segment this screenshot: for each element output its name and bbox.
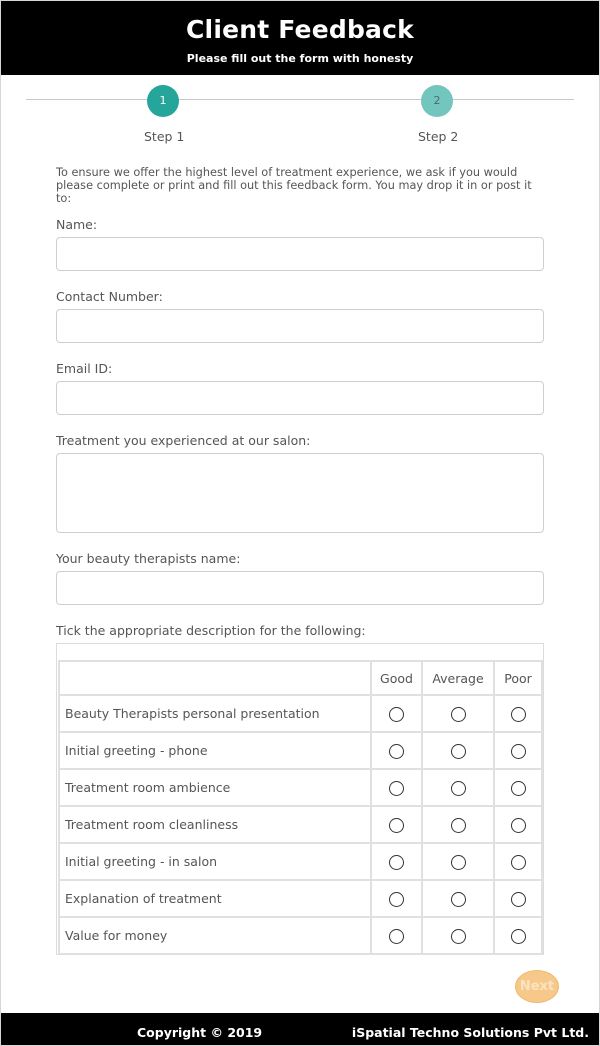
rating-header-row bbox=[59, 661, 542, 695]
radio-average[interactable] bbox=[451, 892, 466, 907]
radio-average[interactable] bbox=[451, 818, 466, 833]
rating-cell-good bbox=[371, 732, 422, 769]
rating-cell-average bbox=[422, 806, 494, 843]
rating-cell-poor bbox=[494, 880, 542, 917]
contact-number-input[interactable] bbox=[56, 309, 544, 343]
rating-table-container bbox=[56, 643, 544, 955]
radio-poor[interactable] bbox=[511, 744, 526, 759]
radio-good[interactable] bbox=[389, 707, 404, 722]
stepper-line bbox=[26, 99, 574, 100]
rating-cell-average bbox=[422, 695, 494, 732]
radio-poor[interactable] bbox=[511, 818, 526, 833]
rating-cell-poor bbox=[494, 695, 542, 732]
step-1-indicator[interactable]: 1 bbox=[147, 85, 179, 117]
radio-good[interactable] bbox=[389, 781, 404, 796]
page-title: Client Feedback bbox=[186, 15, 414, 44]
rating-row-label: Explanation of treatment bbox=[59, 880, 371, 917]
rating-row bbox=[59, 695, 542, 732]
rating-row bbox=[59, 917, 542, 954]
company-name: iSpatial Techno Solutions Pvt Ltd. bbox=[351, 1025, 589, 1040]
treatment-label: Treatment you experienced at our salon: bbox=[56, 433, 311, 448]
rating-cell-good bbox=[371, 917, 422, 954]
rating-header-empty bbox=[59, 661, 371, 695]
rating-cell-average bbox=[422, 917, 494, 954]
rating-label: Tick the appropriate description for the following: bbox=[56, 623, 366, 638]
column-poor: Poor bbox=[494, 661, 542, 695]
rating-cell-average bbox=[422, 880, 494, 917]
rating-row bbox=[59, 732, 542, 769]
rating-cell-average bbox=[422, 732, 494, 769]
rating-cell-poor bbox=[494, 732, 542, 769]
rating-cell-good bbox=[371, 806, 422, 843]
rating-row bbox=[59, 769, 542, 806]
radio-good[interactable] bbox=[389, 892, 404, 907]
page-header bbox=[1, 1, 599, 75]
email-label: Email ID: bbox=[56, 361, 113, 376]
radio-good[interactable] bbox=[389, 818, 404, 833]
rating-cell-good bbox=[371, 880, 422, 917]
copyright-text: Copyright © 2019 bbox=[137, 1025, 263, 1040]
intro-text: To ensure we offer the highest level of treatment experience, we ask if you would please complete or print and fill out this feedback form. You may drop it in or post it to: bbox=[56, 166, 532, 205]
rating-cell-poor bbox=[494, 917, 542, 954]
radio-good[interactable] bbox=[389, 744, 404, 759]
radio-average[interactable] bbox=[451, 744, 466, 759]
rating-table bbox=[58, 660, 543, 955]
radio-average[interactable] bbox=[451, 929, 466, 944]
rating-cell-poor bbox=[494, 806, 542, 843]
rating-cell-average bbox=[422, 769, 494, 806]
step-2-label: Step 2 bbox=[418, 129, 459, 144]
column-good: Good bbox=[371, 661, 422, 695]
rating-cell-good bbox=[371, 769, 422, 806]
treatment-textarea[interactable] bbox=[56, 453, 544, 533]
rating-cell-average bbox=[422, 843, 494, 880]
therapist-label: Your beauty therapists name: bbox=[56, 551, 241, 566]
email-input[interactable] bbox=[56, 381, 544, 415]
radio-poor[interactable] bbox=[511, 781, 526, 796]
name-label: Name: bbox=[56, 217, 98, 232]
radio-average[interactable] bbox=[451, 707, 466, 722]
rating-row-label: Treatment room cleanliness bbox=[59, 806, 371, 843]
page-footer bbox=[1, 1013, 599, 1045]
rating-row bbox=[59, 806, 542, 843]
therapist-name-input[interactable] bbox=[56, 571, 544, 605]
radio-poor[interactable] bbox=[511, 707, 526, 722]
radio-poor[interactable] bbox=[511, 855, 526, 870]
rating-cell-good bbox=[371, 843, 422, 880]
name-input[interactable] bbox=[56, 237, 544, 271]
column-average: Average bbox=[422, 661, 494, 695]
radio-poor[interactable] bbox=[511, 892, 526, 907]
rating-row-label: Initial greeting - phone bbox=[59, 732, 371, 769]
rating-cell-poor bbox=[494, 843, 542, 880]
page-subtitle: Please fill out the form with honesty bbox=[186, 52, 414, 65]
rating-row-label: Value for money bbox=[59, 917, 371, 954]
radio-good[interactable] bbox=[389, 929, 404, 944]
rating-row bbox=[59, 843, 542, 880]
rating-cell-poor bbox=[494, 769, 542, 806]
radio-average[interactable] bbox=[451, 855, 466, 870]
radio-average[interactable] bbox=[451, 781, 466, 796]
rating-row bbox=[59, 880, 542, 917]
radio-poor[interactable] bbox=[511, 929, 526, 944]
rating-cell-good bbox=[371, 695, 422, 732]
contact-label: Contact Number: bbox=[56, 289, 163, 304]
rating-row-label: Initial greeting - in salon bbox=[59, 843, 371, 880]
rating-row-label: Beauty Therapists personal presentation bbox=[59, 695, 371, 732]
rating-row-label: Treatment room ambience bbox=[59, 769, 371, 806]
step-1-label: Step 1 bbox=[144, 129, 185, 144]
next-button[interactable]: Next bbox=[515, 970, 559, 1003]
radio-good[interactable] bbox=[389, 855, 404, 870]
step-2-indicator[interactable]: 2 bbox=[421, 85, 453, 117]
